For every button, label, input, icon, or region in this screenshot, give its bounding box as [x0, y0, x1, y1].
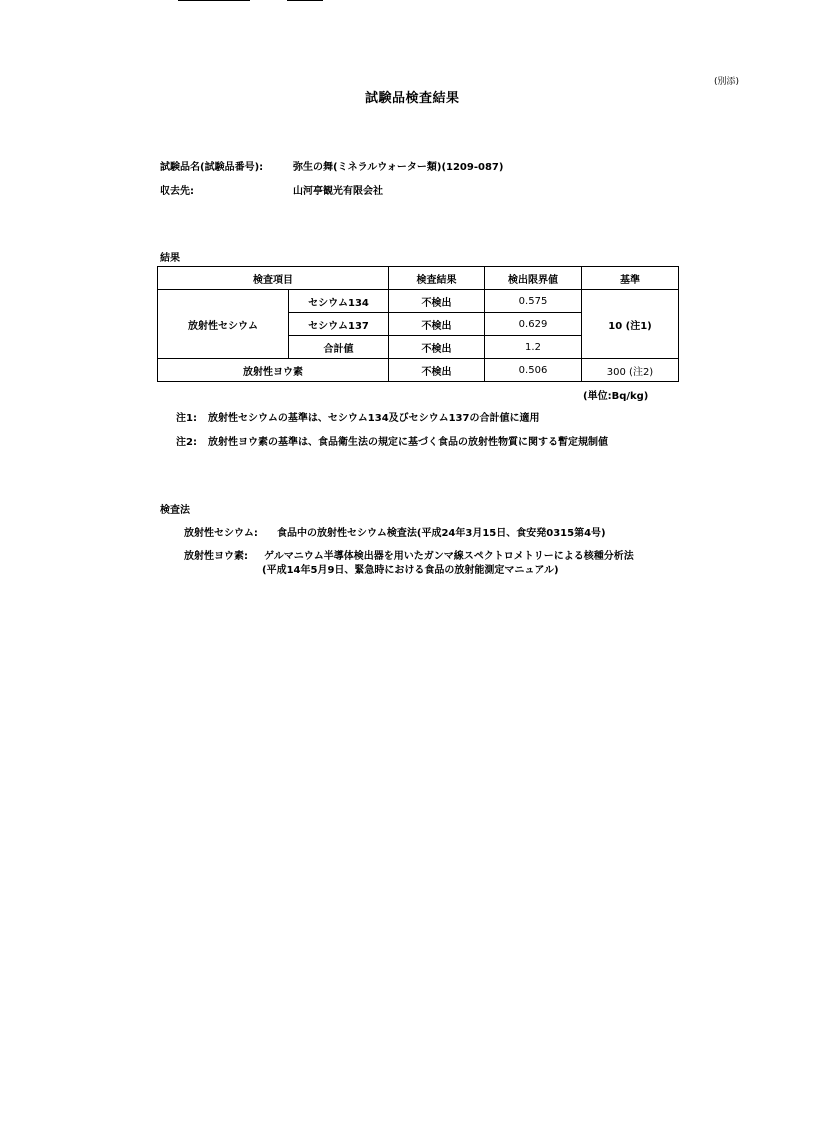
top-rule-right — [287, 0, 323, 1]
unit-label: (単位:Bq/kg) — [583, 391, 649, 402]
results-heading: 結果 — [160, 253, 180, 264]
method-iodine-label: 放射性ヨウ素: — [184, 551, 248, 562]
header-result: 検査結果 — [389, 267, 485, 290]
row-result: 不検出 — [389, 313, 485, 336]
top-rule-left — [178, 0, 250, 1]
row-limit: 0.629 — [485, 313, 582, 336]
row-result: 不検出 — [389, 336, 485, 359]
header-limit: 検出限界値 — [485, 267, 582, 290]
results-table — [157, 266, 679, 382]
iodine-limit: 0.506 — [485, 359, 582, 382]
method-iodine-text-2: (平成14年5月9日、緊急時における食品の放射能測定マニュアル) — [262, 565, 559, 576]
row-sub-label: セシウム134 — [289, 290, 389, 313]
collection-site-label: 収去先: — [160, 186, 194, 197]
attachment-label: (別添) — [714, 77, 740, 87]
note-2-label: 注2: — [176, 437, 197, 448]
row-sub-label: 合計値 — [289, 336, 389, 359]
table-header-row — [158, 267, 679, 290]
table-row — [158, 290, 679, 313]
method-cesium-text: 食品中の放射性セシウム検査法(平成24年3月15日、食安発0315第4号) — [277, 528, 606, 539]
method-iodine-text: ゲルマニウム半導体検出器を用いたガンマ線スペクトロメトリーによる核種分析法 — [264, 551, 634, 562]
iodine-result: 不検出 — [389, 359, 485, 382]
note-1-label: 注1: — [176, 413, 197, 424]
note-1-text: 放射性セシウムの基準は、セシウム134及びセシウム137の合計値に適用 — [208, 413, 540, 424]
note-2-text: 放射性ヨウ素の基準は、食品衛生法の規定に基づく食品の放射性物質に関する暫定規制値 — [208, 437, 608, 448]
cesium-standard: 10 (注1) — [582, 290, 679, 359]
row-limit: 0.575 — [485, 290, 582, 313]
row-limit: 1.2 — [485, 336, 582, 359]
page-title: 試験品検査結果 — [365, 91, 460, 106]
cesium-group-label: 放射性セシウム — [158, 290, 289, 359]
sample-name-value: 弥生の舞(ミネラルウォーター類)(1209-087) — [293, 162, 504, 173]
row-result: 不検出 — [389, 290, 485, 313]
method-cesium-label: 放射性セシウム: — [184, 528, 258, 539]
row-sub-label: セシウム137 — [289, 313, 389, 336]
iodine-standard: 300 (注2) — [582, 359, 679, 382]
table-row — [158, 359, 679, 382]
header-item: 検査項目 — [158, 267, 389, 290]
iodine-item: 放射性ヨウ素 — [158, 359, 389, 382]
header-standard: 基準 — [582, 267, 679, 290]
sample-name-label: 試験品名(試験品番号): — [160, 162, 264, 173]
methods-heading: 検査法 — [160, 505, 190, 516]
collection-site-value: 山河亭観光有限会社 — [293, 186, 383, 197]
